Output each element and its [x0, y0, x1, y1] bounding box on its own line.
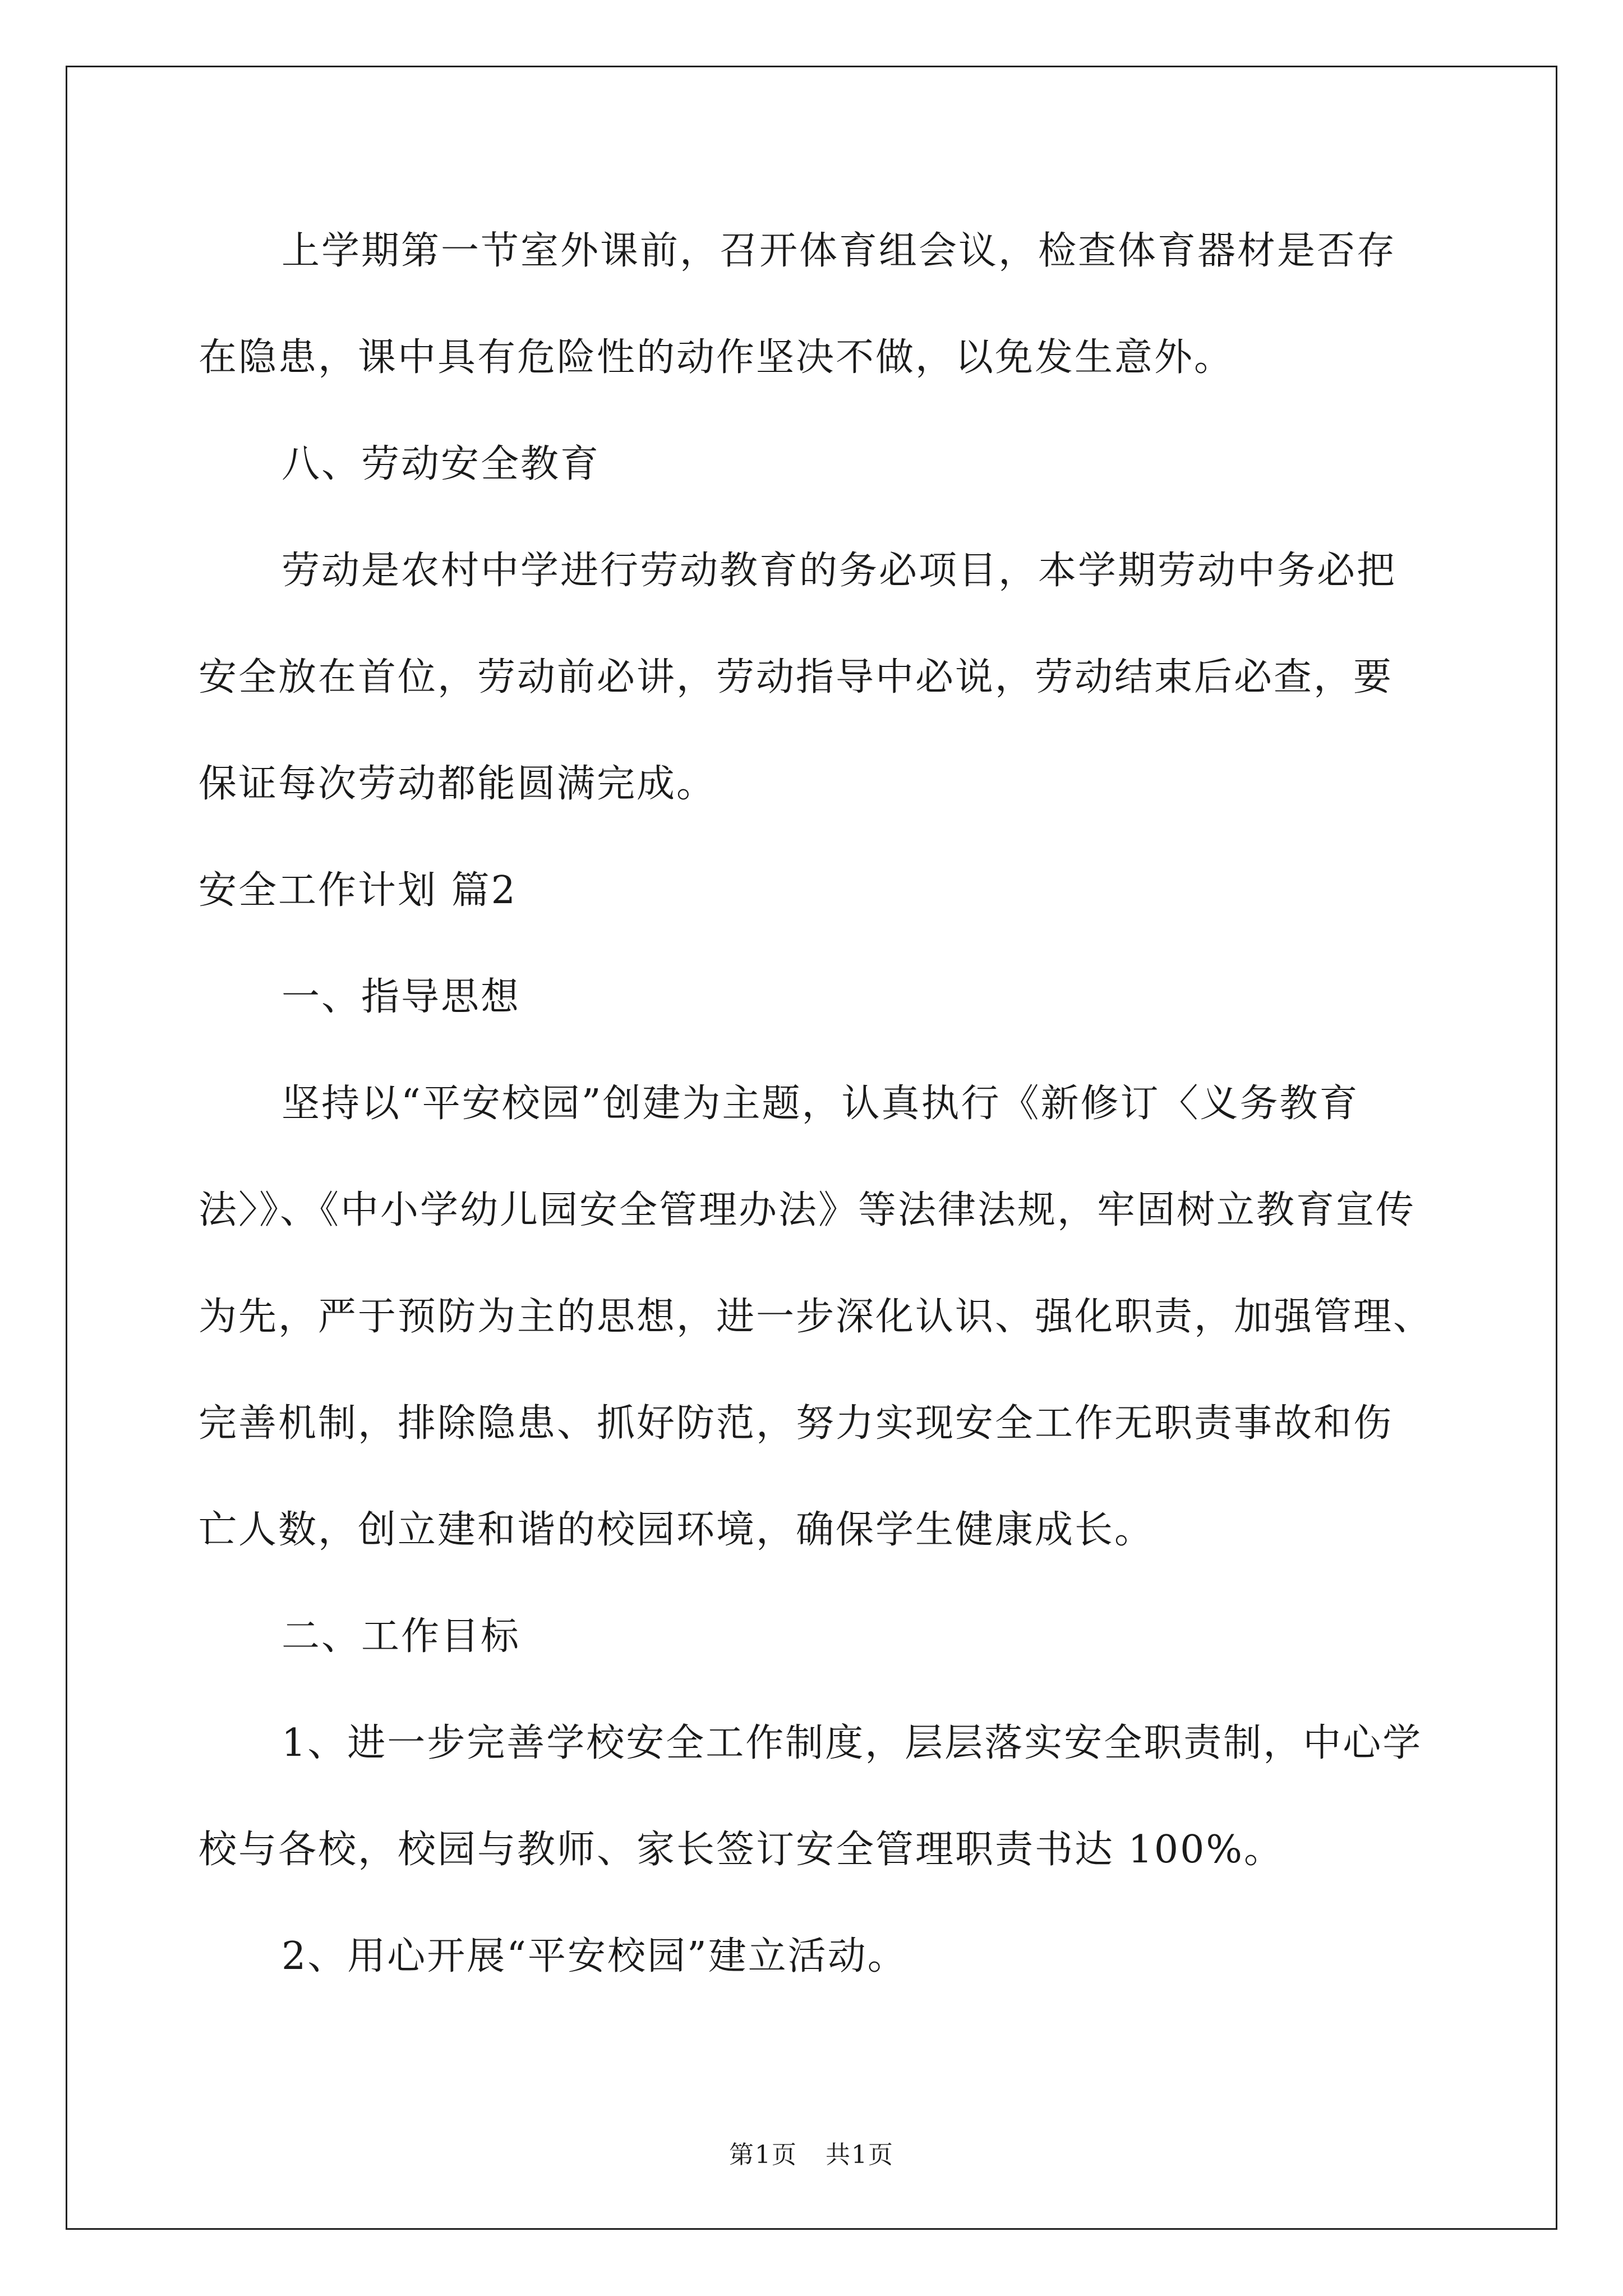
paragraph-line: 保证每次劳动都能圆满完成。 — [199, 762, 717, 806]
paragraph-line: 校与各校，校园与教师、家长签订安全管理职责书达 100%。 — [199, 1828, 1284, 1872]
page-number: 第1页 — [729, 2141, 797, 2169]
section-heading: 八、劳动安全教育 — [282, 442, 601, 486]
paragraph-line: 法〉》、《中小学幼儿园安全管理办法》等法律法规，牢固树立教育宣传 — [199, 1188, 1416, 1232]
section-heading: 一、指导思想 — [282, 975, 521, 1019]
page-total: 共1页 — [826, 2141, 894, 2169]
paragraph-line: 劳动是农村中学进行劳动教育的务必项目，本学期劳动中务必把 — [282, 549, 1397, 593]
paragraph-line: 上学期第一节室外课前，召开体育组会议，检查体育器材是否存 — [282, 229, 1397, 273]
paragraph-line: 2、用心开展“平安校园”建立活动。 — [282, 1934, 907, 1978]
paragraph-line: 亡人数，创立建和谐的校园环境，确保学生健康成长。 — [199, 1508, 1155, 1552]
paragraph-line: 安全放在首位，劳动前必讲，劳动指导中必说，劳动结束后必查，要 — [199, 655, 1394, 700]
paragraph-line: 坚持以“平安校园”创建为主题，认真执行《新修订〈义务教育 — [282, 1082, 1359, 1126]
paragraph-line: 在隐患，课中具有危险性的动作坚决不做，以免发生意外。 — [199, 335, 1234, 380]
paragraph-line: 1、进一步完善学校安全工作制度，层层落实安全职责制，中心学 — [282, 1721, 1423, 1765]
paragraph-line: 为先，严于预防为主的思想，进一步深化认识、强化职责，加强管理、 — [199, 1295, 1433, 1339]
section-heading: 二、工作目标 — [282, 1614, 521, 1659]
page-border — [66, 66, 1557, 2230]
document-title: 安全工作计划 篇2 — [199, 868, 517, 913]
page-footer — [0, 2138, 1623, 2172]
paragraph-line: 完善机制，排除隐患、抓好防范，努力实现安全工作无职责事故和伤 — [199, 1401, 1394, 1446]
